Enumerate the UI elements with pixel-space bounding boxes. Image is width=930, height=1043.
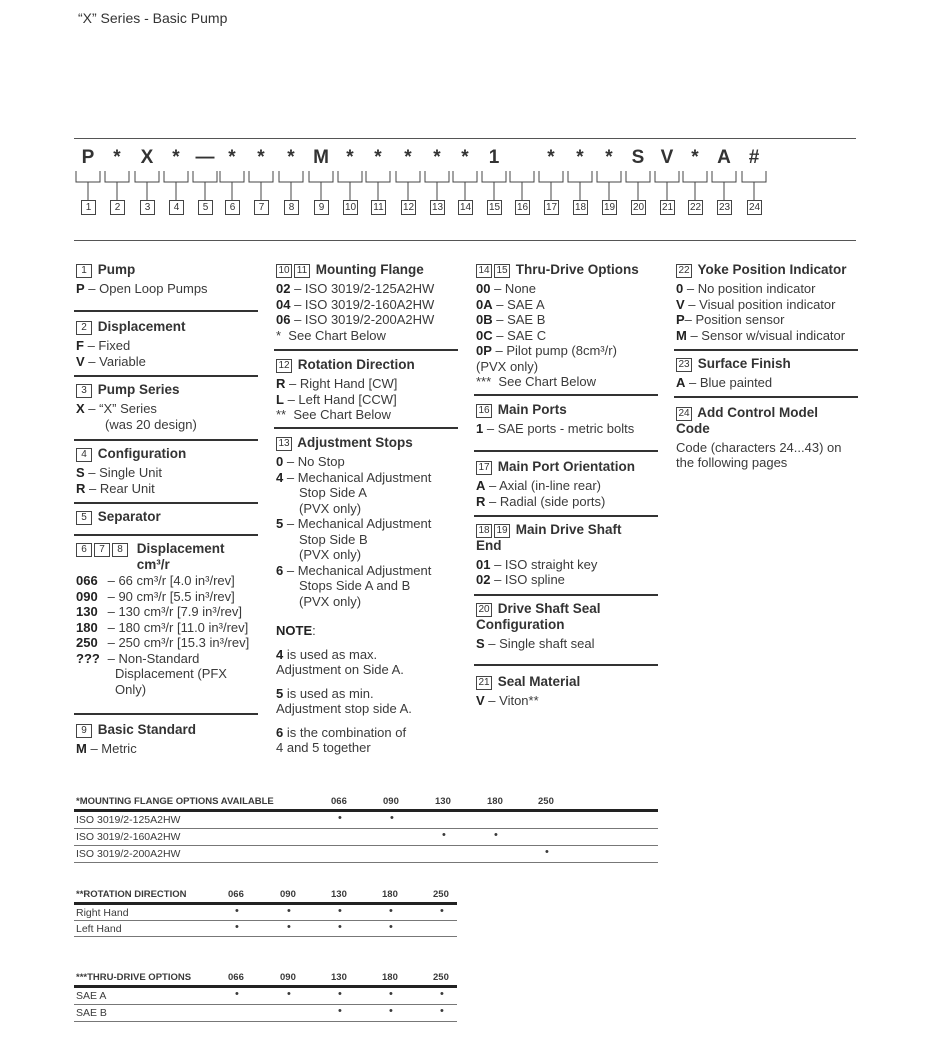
position-number-box: 4 [169,200,184,215]
model-code-char: * [547,147,555,168]
availability-dot: • [338,1005,342,1017]
model-code-char: S [631,147,645,168]
section-thru-drive: 14 15 Thru-Drive Options 00 – None 0A – SAE A 0B – SAE B 0C – SAE C 0P – Pilot pump (8cm³/r) (PVX only) *** See Chart Below [476,262,658,390]
availability-dot: • [287,988,291,1000]
position-number-box: 14 [459,202,472,213]
table-row-rule [74,828,658,829]
availability-dot: • [338,812,342,824]
position-number-box: 16 [516,202,529,213]
table-row-rule [74,862,658,863]
section-displacement-cm3: 6 7 8 Displacement cm³/r 066 – 66 cm³/r [4.0 in³/rev] 090 – 90 cm³/r [5.5 in³/rev] 130 – 130 cm³/r [7.9 in³/rev] 180 – 180 cm³/r [11.0 in³/rev] 250 – 250 cm³/r [15.3 in³/rev] ??? – Non-Standard Displacement (PFX Only) [76,541,258,697]
model-code-char: * [576,147,584,168]
column-header: 066 [228,889,244,900]
availability-dot: • [287,921,291,933]
availability-dot: • [389,988,393,1000]
model-code-char: M [313,147,329,168]
availability-dot: • [440,988,444,1000]
position-number-box: 2 [110,200,125,215]
list-item: 0C – SAE C [476,327,547,343]
availability-dot: • [389,1005,393,1017]
model-code-char: * [346,147,354,168]
position-number-box: 11 [371,200,386,215]
position-number-box: 21 [661,202,674,213]
list-item: 0B – SAE B [476,312,546,327]
section-main-drive-shaft: 18 19 Main Drive Shaft End 01 – ISO straight key 02 – ISO spline [476,522,622,587]
availability-dot: • [440,905,444,917]
section-configuration: 4 Configuration S – Single Unit R – Rear Unit [76,446,187,496]
position-number-box: 8 [284,200,299,215]
column-header: 250 [538,796,554,807]
section-adjustment-stops: 13 Adjustment Stops 0 – No Stop 4 – Mechanical Adjustment Stop Side A (PVX only) 5 – Mechanical Adjustment Stop Side B (PVX only) 6 – Mechanical Adjustment Stops Side A and B (PVX only) [276,435,432,609]
table-row-rule [74,936,457,937]
model-code-char: A [717,147,731,168]
table-row-rule [74,845,658,846]
column-header: 130 [435,796,451,807]
position-number-box: 18 [574,202,587,213]
model-code-char: * [113,147,121,168]
model-code-char: * [433,147,441,168]
model-code-char: * [605,147,613,168]
availability-dot: • [440,1005,444,1017]
section-seal-material: 21 Seal Material V – Viton** [476,674,581,708]
list-item: 00 – None [476,281,537,296]
availability-dot: • [235,905,239,917]
model-code-char: * [287,147,295,168]
model-code-char: X [140,147,154,168]
model-code-char: — [195,147,215,168]
section-yoke-position: 22 Yoke Position Indicator 0 – No position indicator V – Visual position indicator P– Position sensor M – Sensor w/visual indicator [676,262,847,343]
column-header: 130 [331,972,347,983]
section-main-ports: 16 Main Ports 1 – SAE ports - metric bolts [476,402,635,436]
table-header: **ROTATION DIRECTION [76,889,187,900]
position-number-box: 10 [344,202,357,213]
availability-dot: • [442,829,446,841]
model-code-char: P [81,147,95,168]
section-add-control-model: 24 Add Control Model Code Code (characters 24...43) on the following pages [676,405,842,470]
column-header: 090 [280,889,296,900]
position-number-box: 3 [140,200,155,215]
position-number-box: 19 [603,202,616,213]
table-row-rule [74,1021,457,1022]
page-title: “X” Series - Basic Pump [78,10,228,26]
availability-dot: • [545,846,549,858]
column-header: 250 [433,889,449,900]
column-header: 180 [382,972,398,983]
availability-dot: • [494,829,498,841]
model-code-char: * [172,147,180,168]
section-surface-finish: 23 Surface Finish A – Blue painted [676,356,791,390]
table-header: ***THRU-DRIVE OPTIONS [76,972,192,983]
column-header: 066 [228,972,244,983]
section-separator: 5 Separator [76,509,258,528]
table-header: *MOUNTING FLANGE OPTIONS AVAILABLE [76,796,274,807]
model-code-char: * [461,147,469,168]
availability-dot: • [235,988,239,1000]
table-row-label: ISO 3019/2-160A2HW [76,831,181,843]
model-code-char: # [748,147,760,168]
section-note: NOTE: 4 is used as max. Adjustment on Side A. 5 is used as min. Adjustment stop side A. 6 is the combination of 4 and 5 together [276,623,412,755]
list-item: 130 – 130 cm³/r [7.9 in³/rev] [76,604,242,619]
list-item: ??? – Non-Standard [76,650,200,666]
model-code-char: * [228,147,236,168]
availability-dot: • [338,921,342,933]
column-header: 090 [280,972,296,983]
list-item: 0A – SAE A [476,296,545,312]
table-row-label: Left Hand [76,923,122,935]
section-rule [74,240,856,241]
section-rotation-direction: 12 Rotation Direction R – Right Hand [CW] L – Left Hand [CCW] ** See Chart Below [276,357,415,422]
availability-dot: • [389,921,393,933]
section-main-port-orientation: 17 Main Port Orientation A – Axial (in-line rear) R – Radial (side ports) [476,459,636,509]
list-item: 090 – 90 cm³/r [5.5 in³/rev] [76,588,235,604]
availability-dot: • [390,812,394,824]
section-drive-shaft-seal: 20 Drive Shaft Seal Configuration S – Single shaft seal [476,601,601,651]
table-row-rule [74,1004,457,1005]
position-number-box: 23 [718,202,731,213]
model-code-char: V [660,147,674,168]
column-header: 090 [383,796,399,807]
position-number-box: 7 [254,200,269,215]
column-header: 250 [433,972,449,983]
table-header-rule [74,809,658,812]
section-displacement: 2 Displacement F – Fixed V – Variable [76,319,186,369]
list-item: 250 – 250 cm³/r [15.3 in³/rev] [76,635,250,650]
table-header-rule [74,902,457,905]
model-code-char: * [691,147,699,168]
availability-dot: • [287,905,291,917]
position-number-box: 9 [314,200,329,215]
model-code-char: * [257,147,265,168]
column-header: 066 [331,796,347,807]
position-number-box: 12 [402,202,415,213]
list-item: 180 – 180 cm³/r [11.0 in³/rev] [76,619,249,635]
position-number-box: 24 [748,202,761,213]
column-header: 180 [487,796,503,807]
table-row-label: Right Hand [76,907,129,919]
position-number-box: 13 [431,202,444,213]
section-pump-series: 3 Pump Series X – “X” Series (was 20 design) [76,382,197,432]
section-pump: 1 Pump P – Open Loop Pumps [76,262,208,296]
list-item: 066 – 66 cm³/r [4.0 in³/rev] [76,573,235,588]
section-mounting-flange: 10 11 Mounting Flange 02 – ISO 3019/2-125A2HW 04 – ISO 3019/2-160A2HW 06 – ISO 3019/2-200A2HW * See Chart Below [276,262,435,343]
table-row-label: ISO 3019/2-125A2HW [76,814,181,826]
position-number-box: 1 [81,200,96,215]
table-row-rule [74,920,457,921]
list-item: 0P – Pilot pump (8cm³/r) [476,343,617,358]
position-number-box: 17 [545,202,558,213]
column-header: 130 [331,889,347,900]
availability-dot: • [389,905,393,917]
availability-dot: • [338,988,342,1000]
table-row-label: SAE B [76,1007,107,1019]
model-code-char: * [374,147,382,168]
availability-dot: • [235,921,239,933]
table-row-label: SAE A [76,990,107,1002]
model-code-char: 1 [488,147,500,168]
position-number-box: 5 [198,200,213,215]
column-header: 180 [382,889,398,900]
position-number-box: 15 [488,202,501,213]
position-number-box: 20 [632,202,645,213]
table-header-rule [74,985,457,988]
position-number-box: 6 [225,200,240,215]
model-code-char: * [404,147,412,168]
position-number-box: 22 [689,202,702,213]
section-basic-standard: 9 Basic Standard M – Metric [76,722,197,756]
table-row-label: ISO 3019/2-200A2HW [76,848,181,860]
availability-dot: • [338,905,342,917]
